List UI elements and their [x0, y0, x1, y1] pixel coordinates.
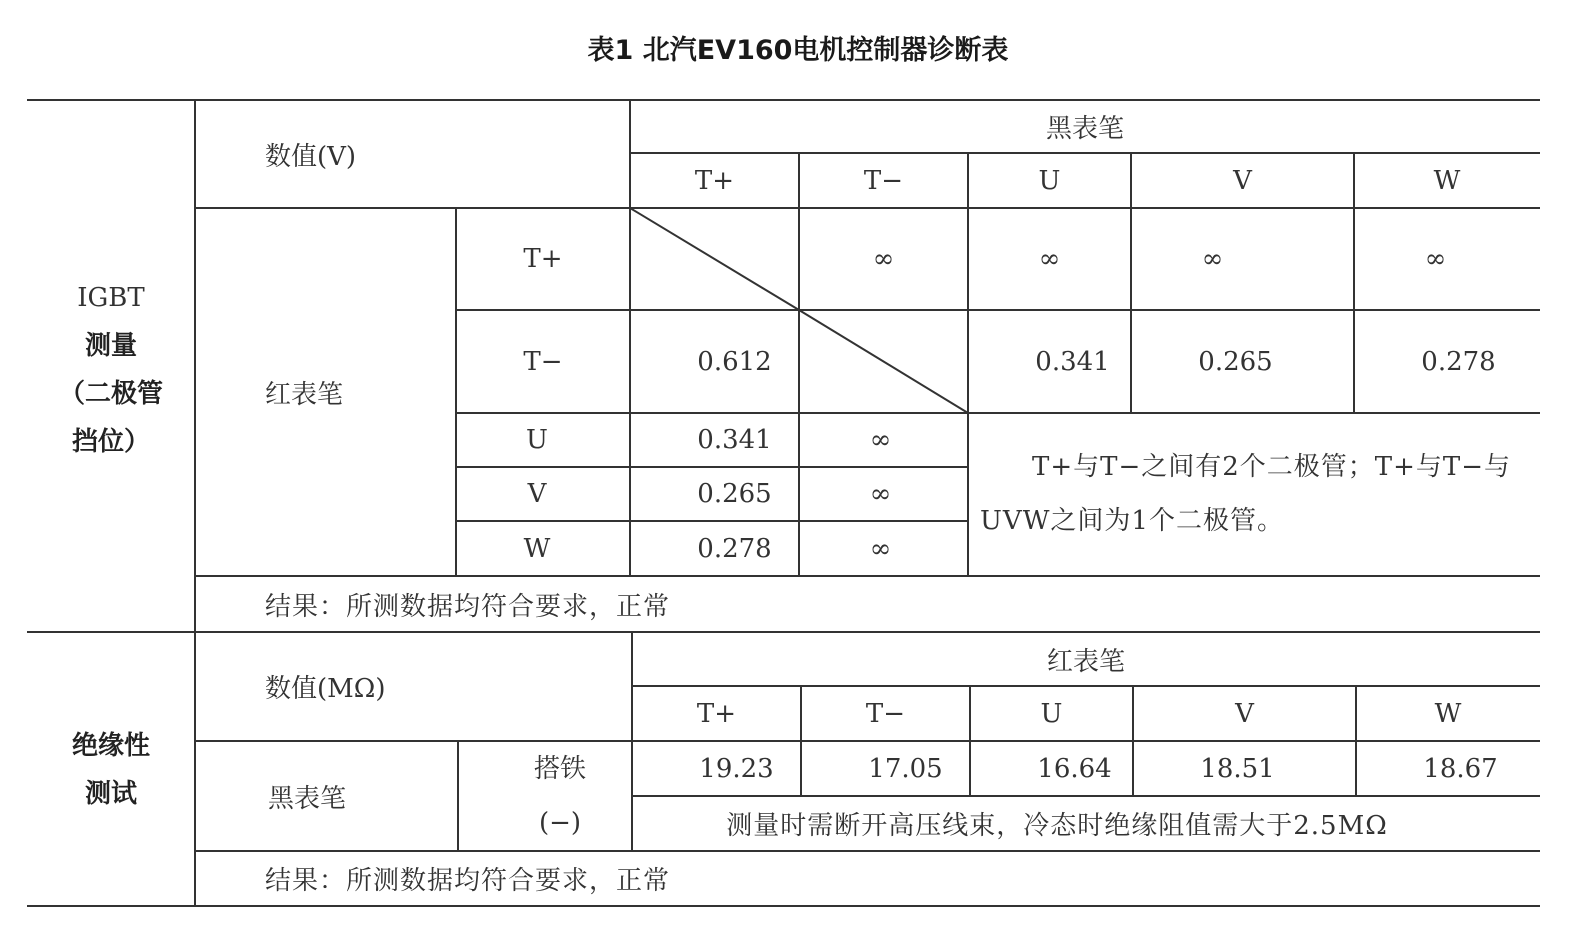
insulation-value: 18.51	[1200, 753, 1275, 784]
igbt-label-line-3: （二极管	[58, 379, 163, 409]
igbt-col-header: W	[1433, 165, 1461, 196]
igbt-col-header: T+	[694, 165, 735, 196]
igbt-cell: ∞	[872, 244, 895, 274]
igbt-cell: 0.278	[697, 533, 772, 564]
insulation-ground-label	[500, 741, 620, 851]
insulation-col-header: T+	[696, 698, 737, 729]
igbt-row-label: V	[527, 479, 547, 509]
insulation-result: 结果：所测数据均符合要求，正常	[265, 866, 671, 896]
igbt-cell: ∞	[1201, 244, 1224, 274]
insulation-col-header: T−	[865, 698, 906, 729]
igbt-row-label: U	[526, 425, 548, 455]
igbt-label-line-4: 挡位）	[71, 427, 150, 457]
insulation-col-header: U	[1040, 698, 1063, 729]
igbt-row-label: T−	[523, 346, 563, 377]
insulation-section-label	[27, 720, 195, 820]
igbt-label-line-1: IGBT	[77, 283, 145, 313]
igbt-label-line-2: 测量	[84, 331, 137, 361]
igbt-note: T+与T−之间有2个二极管；T+与T−与UVW之间为1个二极管。	[980, 452, 1512, 536]
igbt-red-probe-label: 红表笔	[265, 379, 344, 410]
igbt-cell: ∞	[1424, 244, 1447, 274]
insulation-label-line-2: 测试	[84, 779, 137, 809]
insulation-value: 19.23	[699, 753, 774, 784]
igbt-section-label	[27, 270, 195, 470]
ground-label-line-2: (−)	[538, 808, 582, 838]
igbt-cell: ∞	[869, 533, 892, 564]
insulation-label-line-1: 绝缘性	[71, 731, 150, 761]
igbt-col-header: U	[1038, 165, 1061, 196]
igbt-cell: 0.341	[1035, 346, 1110, 377]
igbt-row-label: W	[523, 533, 551, 564]
igbt-cell: 0.265	[1198, 346, 1273, 377]
table-title: 表1 北汽EV160电机控制器诊断表	[587, 35, 1009, 66]
insulation-value-unit-label: 数值(MΩ)	[265, 674, 386, 704]
igbt-result: 结果：所测数据均符合要求，正常	[265, 591, 671, 622]
igbt-cell: 0.341	[697, 425, 772, 455]
igbt-value-unit-label: 数值(V)	[265, 141, 357, 172]
igbt-black-probe-header: 黑表笔	[1045, 114, 1124, 144]
igbt-cell: ∞	[869, 425, 892, 455]
insulation-value: 16.64	[1037, 753, 1112, 784]
igbt-col-header: T−	[863, 165, 904, 196]
insulation-note: 测量时需断开高压线束，冷态时绝缘阻值需大于2.5MΩ	[726, 811, 1388, 841]
igbt-cell: ∞	[1038, 244, 1061, 274]
insulation-col-header: W	[1434, 698, 1462, 729]
ground-label-line-1: 搭铁	[533, 754, 586, 784]
insulation-value: 17.05	[868, 753, 943, 784]
igbt-col-header: V	[1233, 165, 1252, 196]
insulation-col-header: V	[1235, 698, 1254, 729]
igbt-cell: 0.278	[1421, 346, 1496, 377]
igbt-cell: 0.612	[697, 346, 772, 377]
insulation-red-probe-header: 红表笔	[1046, 646, 1125, 677]
insulation-value: 18.67	[1423, 753, 1498, 784]
igbt-cell: 0.265	[697, 479, 772, 509]
igbt-row-label: T+	[523, 244, 563, 274]
insulation-black-probe-label: 黑表笔	[268, 783, 347, 814]
igbt-cell: ∞	[869, 479, 892, 509]
